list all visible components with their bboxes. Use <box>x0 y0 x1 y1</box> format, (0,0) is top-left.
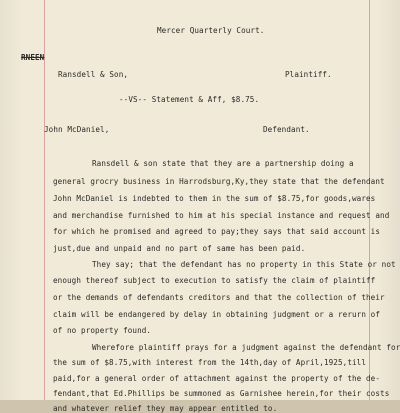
para1-line-5: for which he promised and agreed to pay;they says that said account is <box>53 227 381 236</box>
para1-line-2: general grocry business in Harrodsburg,Ky,they state that the defendant <box>53 177 385 186</box>
vs-statement-line: --VS-- Statement & Aff, $8.75. <box>119 95 260 104</box>
para2-line-2: enough thereof subject to execution to satisfy the claim of plaintiff <box>53 276 376 285</box>
para1-line-4: and merchandise furnished to him at his special instance and request and <box>53 211 390 220</box>
para2-line-3: or the demands of defendants creditors and that the collection of their <box>53 293 385 302</box>
para3-line-3: paid,for a general order of attachment against the property of the de- <box>53 374 381 383</box>
defendant-role: Defendant. <box>263 125 310 134</box>
para1-line-6: just,due and unpaid and no part of same has been paid. <box>53 244 306 253</box>
para3-line-2: the sum of $8.75,with interest from the 14th,day of April,1925,till <box>53 358 367 367</box>
plaintiff-name: Ransdell & Son, <box>58 70 129 79</box>
para1-line-1: Ransdell & son state that they are a partnership doing a <box>92 159 354 168</box>
para3-line-5: and whatever relief they may appear entitled to. <box>53 404 278 413</box>
para2-line-1: They say; that the defendant has no property in this State or not <box>92 260 396 269</box>
para3-line-1: Wherefore plaintiff prays for a judgment against the defendant for <box>92 343 400 352</box>
plaintiff-role: Plaintiff. <box>285 70 332 79</box>
para2-line-5: of no property found. <box>53 326 152 335</box>
defendant-name: John McDaniel, <box>44 125 110 134</box>
struck-word: RNEEN <box>21 53 45 62</box>
para2-line-4: claim will be endangered by delay in obtaining judgment or a rerurn of <box>53 310 381 319</box>
para1-line-3: John McDaniel is indebted to them in the sum of $8.75,for goods,wares <box>53 194 376 203</box>
court-heading: Mercer Quarterly Court. <box>157 26 265 35</box>
para3-line-4: fendant,that Ed.Phillips be summoned as Garnishee herein,for their costs <box>53 389 390 398</box>
